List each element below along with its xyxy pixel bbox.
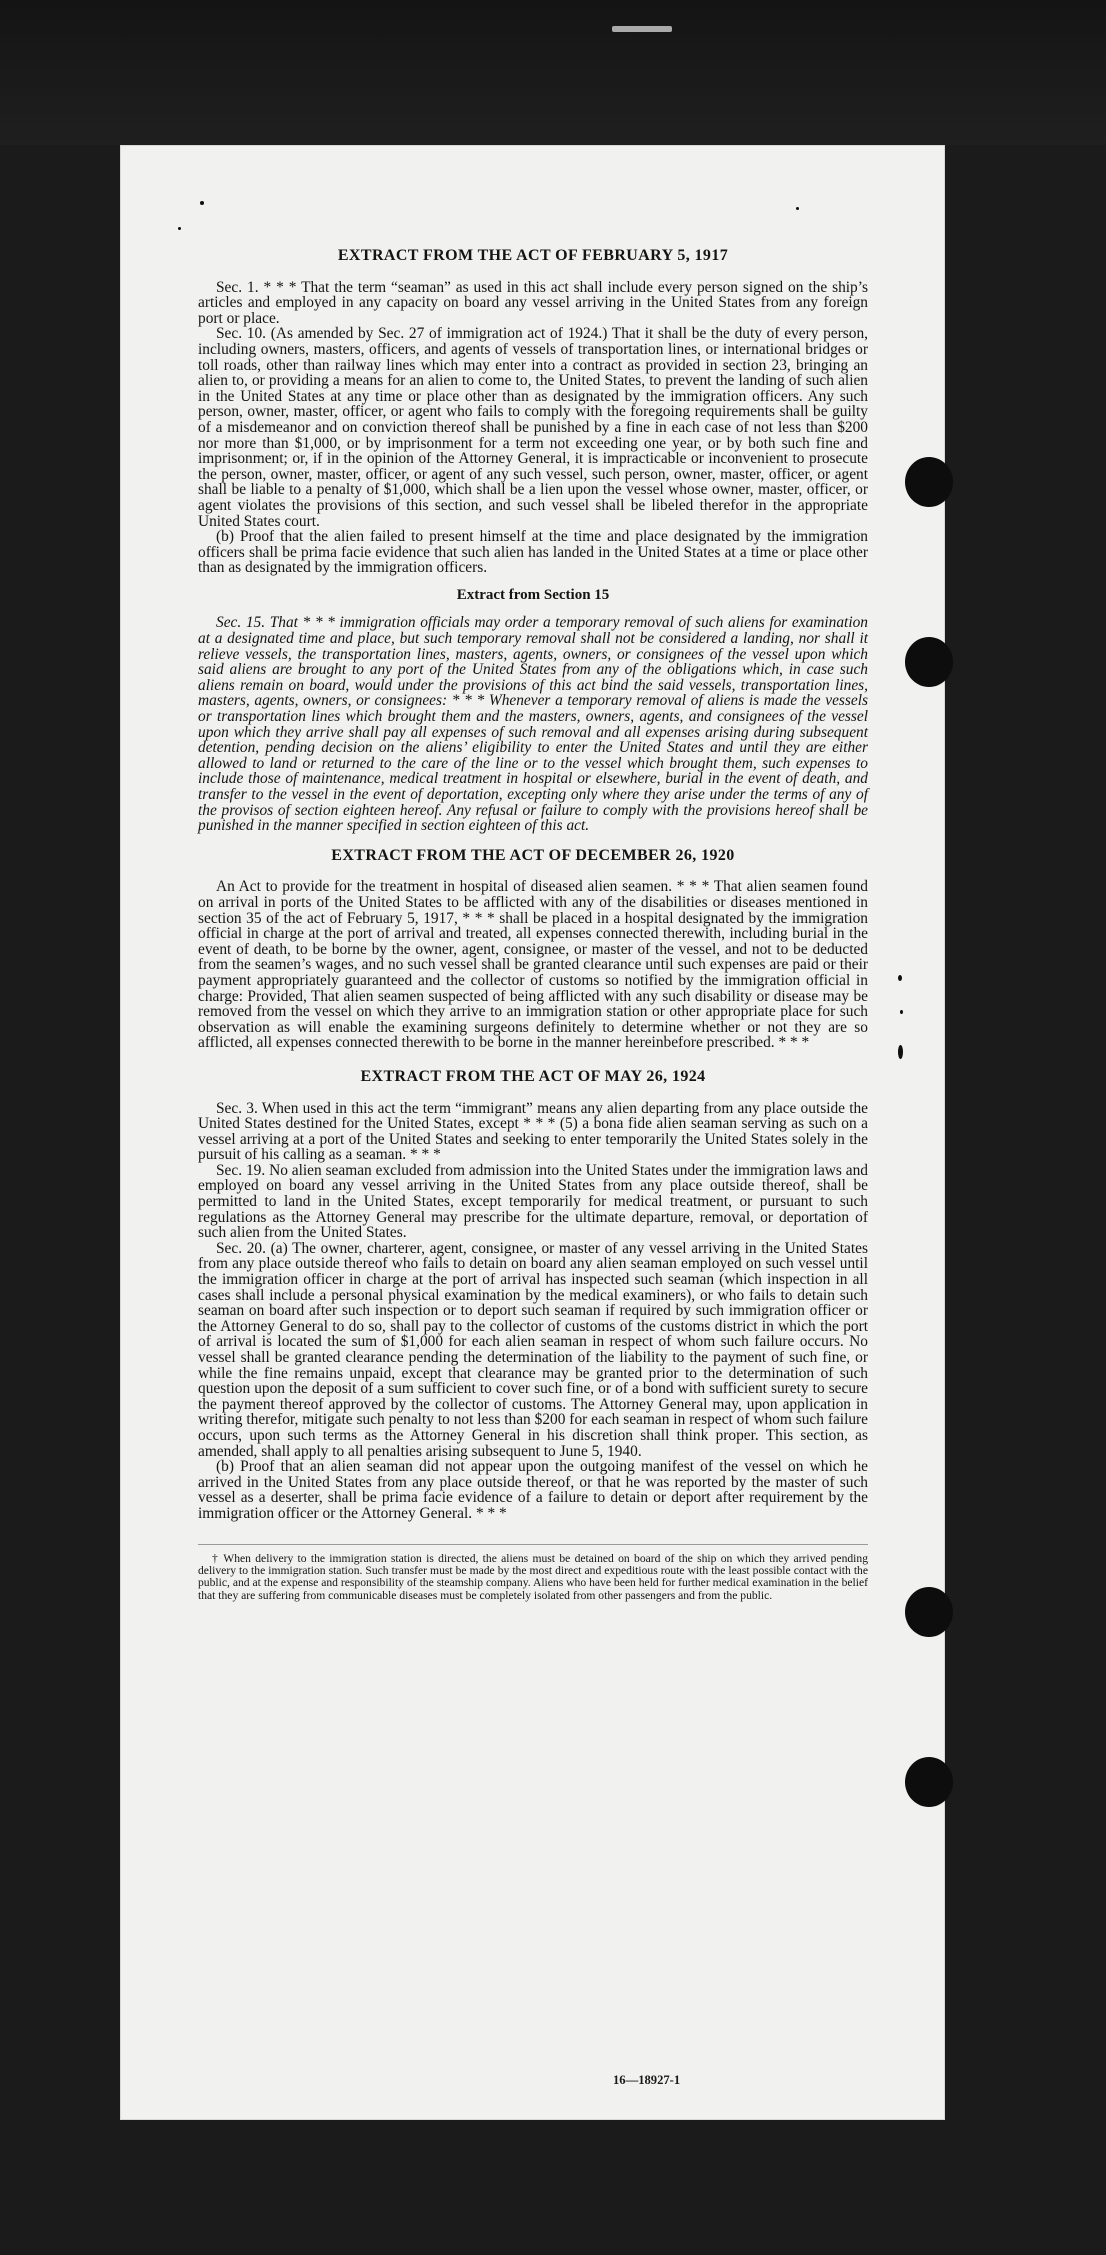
scan-artifact	[612, 26, 672, 32]
footnote	[198, 1544, 868, 1603]
footnote-text: † When delivery to the immigration station is directed, the aliens must be detained on board of the ship on which they arrived pending delivery to the immigration station. Such transfer must be made by the most direct and expeditious route with the least possible contact with the public, and at the expense and responsibility of the steamship company. Aliens who have been held for further medical examination in the belief that they are suffering from communicable diseases must be completely isolated from other passengers and from the public.	[198, 1551, 868, 1602]
paragraph: (b) Proof that the alien failed to present himself at the time and place designated by the immigration officers shall be prima facie evidence that such alien has landed in the United States at a time or place other than as designated by the immigration officers.	[198, 528, 868, 577]
paragraph: Sec. 15. That * * * immigration officials may order a temporary removal of such aliens for examination at a designated time and place, but such temporary removal shall not be considered a landing, nor shall it relieve vessels, the transportation lines, masters, agents, owners, or consignees of the vessel upon which said aliens are brought to any port of the United States from any of the obligations which, in case such aliens remain on board, would under the provisions of this act bind the said vessels, transportation lines, masters, agents, owners, or consignees: * * * Whenever a temporary removal of aliens is made the vessels or transportation lines which brought them and the masters, owners, agents, and consignees of the vessel upon which they arrive shall pay all expenses of such removal and all expenses arising during subsequent detention, pending decision on the aliens’ eligibility to enter the United States and until they are either allowed to land or returned to the care of the line or to the vessel which brought them, such expenses to include those of maintenance, medical treatment in hospital or elsewhere, burial in the event of death, and transfer to the vessel in the event of deportation, excepting only where they arise under the terms of any of the provisos of section eighteen hereof. Any refusal or failure to comply with the provisions hereof shall be punished in the manner specified in section eighteen of this act.	[198, 614, 868, 835]
document-page	[120, 145, 945, 2120]
paragraph: (b) Proof that an alien seaman did not appear upon the outgoing manifest of the vessel on which he arrived in the United States from any place outside thereof, or that he was reported by the master of such vessel as a deserter, shall be prima facie evidence of a failure to detain or deport after requirement by the immigration officer or the Attorney General. * * *	[198, 1458, 868, 1522]
paragraph: Sec. 1. * * * That the term “seaman” as used in this act shall include every person signed on the ship’s articles and employed in any capacity on board any vessel arriving in the United States from any foreign port or place.	[198, 278, 868, 327]
speck	[200, 201, 204, 205]
section-title-section-15: Extract from Section 15	[456, 586, 610, 603]
speck	[898, 975, 902, 981]
document-body	[198, 248, 868, 1602]
punch-hole	[905, 637, 953, 687]
paragraph: An Act to provide for the treatment in hospital of diseased alien seamen. * * * That alien seamen found on arrival in ports of the United States to be afflicted with any of the disabilities or diseases mentioned in section 35 of the act of February 5, 1917, * * * shall be placed in a hospital designated by the immigration official in charge at the port of arrival and treated, all expenses connected therewith, including burial in the event of death, to be borne by the owner, agent, consignee, or master of the vessel, and not to be deducted from the seamen’s wages, and no such vessel shall be granted clearance until such expenses are paid or their payment appropriately guaranteed and the collector of customs so notified by the immigration official in charge: Provided, That alien seamen suspected of being afflicted with any such disability or disease may be removed from the vessel on which they arrive to an immigration station or other appropriate place for such observation as will enable the examining surgeons definitely to determine whether or not they are so afflicted, all expenses connected therewith to be borne in the manner hereinbefore prescribed. * * *	[198, 878, 868, 1052]
punch-hole	[905, 1757, 953, 1807]
speck	[178, 227, 181, 230]
paragraph: Sec. 10. (As amended by Sec. 27 of immigration act of 1924.) That it shall be the duty of every person, including owners, masters, officers, and agents of vessels of transportation lines, or international bridges or toll roads, other than railway lines which may enter into a contract as provided in section 23, bringing an alien to, or providing a means for an alien to come to, the United States, to prevent the landing of such alien in the United States at any time or place other than as designated by the immigration officers. Any such person, owner, master, officer, or agent who fails to comply with the foregoing requirements shall be guilty of a misdemeanor and on conviction thereof shall be punished by a fine in each case of not less than $200 nor more than $1,000, or by imprisonment for a term not exceeding one year, or by both such fine and imprisonment; or, if in the opinion of the Attorney General, it is impracticable or inconvenient to prosecute the person, owner, master, officer, or agent of any such vessel, such person, owner, master, officer, or agent shall be liable to a penalty of $1,000, which shall be a lien upon the vessel whose owner, master, officer, or agent violates the provisions of this section, and such vessel shall be libeled therefor in the appropriate United States court.	[198, 325, 868, 530]
speck	[898, 1045, 903, 1059]
punch-hole	[905, 457, 953, 507]
paragraph: Sec. 19. No alien seaman excluded from admission into the United States under the immigration laws and employed on board any vessel arriving in the United States from any place outside thereof, shall be permitted to land in the United States, except temporarily for medical treatment, or pursuant to such regulations as the Attorney General may prescribe for the ultimate departure, removal, or deportation of such alien from the United States.	[198, 1161, 868, 1242]
paragraph: Sec. 20. (a) The owner, charterer, agent, consignee, or master of any vessel arriving in the United States from any place outside thereof who fails to detain on board any alien seaman employed on such vessel until the immigration officer in charge at the port of arrival has inspected such seaman (which inspection in all cases shall include a personal physical examination by the medical examiners), or who fails to detain such seaman on board after such inspection or to deport such seaman if required by such immigration officer or the Attorney General to do so, shall pay to the collector of customs of the customs district in which the port of arrival is located the sum of $1,000 for each alien seaman in respect of whom such failure occurs. No vessel shall be granted clearance pending the determination of the liability to the payment of such fine, or while the fine remains unpaid, except that clearance may be granted prior to the determination of such question upon the deposit of a sum sufficient to cover such fine, or of a bond with sufficient surety to secure the payment thereof approved by the collector of customs. The Attorney General may, upon application in writing therefor, mitigate such penalty to not less than $200 for each seaman in respect of whom such failure occurs, upon such terms as the Attorney General in his discretion shall think proper. This section, as amended, shall apply to all penalties arising subsequent to June 5, 1940.	[198, 1239, 868, 1460]
punch-hole	[905, 1587, 953, 1637]
section-title-1917: EXTRACT FROM THE ACT OF FEBRUARY 5, 1917	[337, 247, 729, 264]
section-title-1920: EXTRACT FROM THE ACT OF DECEMBER 26, 1920	[331, 846, 735, 864]
section-title-1924: EXTRACT FROM THE ACT OF MAY 26, 1924	[360, 1067, 706, 1085]
speck	[900, 1010, 903, 1014]
paragraph: Sec. 3. When used in this act the term “immigrant” means any alien departing from any place outside the United States destined for the United States, except * * * (5) a bona fide alien seaman serving as such on a vessel arriving at a port of the United States and seeking to enter temporarily the United States solely in the pursuit of his calling as a seaman. * * *	[198, 1099, 868, 1164]
speck	[796, 207, 799, 210]
scan-border-top	[0, 0, 1106, 145]
form-number: 16—18927-1	[613, 2073, 681, 2087]
